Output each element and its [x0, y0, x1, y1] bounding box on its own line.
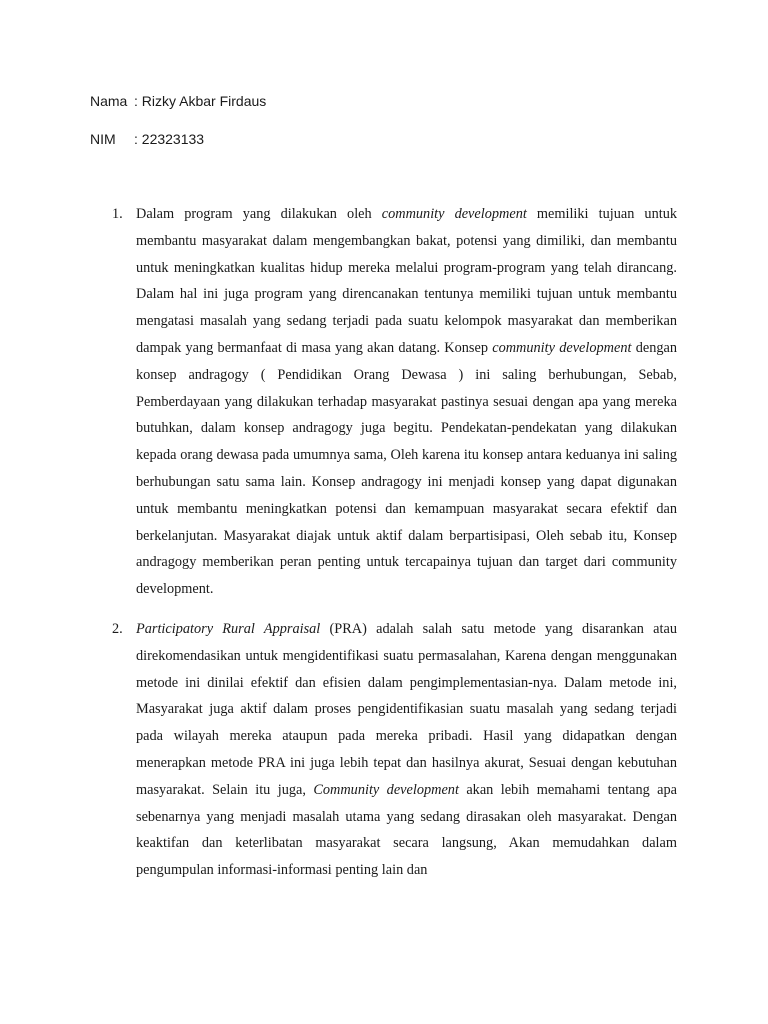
paragraph-text: Dalam program yang dilakukan oleh — [136, 206, 382, 222]
nim-line — [90, 130, 205, 148]
paragraph-text: (PRA) adalah salah satu metode yang disarankan atau direkomendasikan untuk mengidentifikasi suatu permasalahan, Karena dengan menggunakan metode ini dinilai efektif dan efisien dalam pengimplementasian-nya. Dalam metode ini, Masyarakat juga aktif dalam proses pengidentifikasian suatu masalah yang sedang terjadi pada wilayah mereka ataupun pada mereka pribadi. Hasil yang didapatkan dengan menerapkan metode PRA ini juga lebih tepat dan hasilnya akurat, Sesuai dengan kebutuhan masyarakat. Selain itu juga, — [136, 621, 677, 798]
name-line — [90, 92, 267, 110]
italic-term: Participatory Rural Appraisal — [136, 621, 321, 637]
italic-term: community development — [381, 206, 527, 222]
list-item-number: 2. — [112, 621, 123, 637]
italic-term: community development — [492, 339, 632, 356]
list-item-paragraph — [136, 201, 677, 603]
name-label: Nama — [90, 93, 128, 109]
list-item-1 — [112, 201, 678, 603]
nim-label: NIM — [90, 131, 116, 147]
nim-value: : 22323133 — [134, 131, 205, 147]
italic-term: Community development — [313, 781, 459, 798]
name-value: : Rizky Akbar Firdaus — [134, 93, 267, 109]
paragraph-text: dengan konsep andragogy ( Pendidikan Orang Dewasa ) ini saling berhubungan, Sebab, Pemberdayaan yang dilakukan terhadap masyarakat pastinya sesuai dengan apa yang mereka butuhkan, dalam konsep andragogy juga begitu. Pendekatan-pendekatan yang dilakukan kepada orang dewasa pada umumnya sama, Oleh karena itu konsep antara keduanya ini saling berhubungan satu sama lain. Konsep andragogy ini menjadi konsep yang dapat digunakan untuk membantu meningkatkan potensi dan kemampuan masyarakat secara efektif dan berkelanjutan. Masyarakat diajak untuk aktif dalam berpartisipasi, Oleh sebab itu, Konsep andragogy memberikan peran penting untuk tercapainya tujuan dan target dari community development. — [136, 339, 678, 598]
paragraph-text: akan lebih memahami tentang apa sebenarnya yang menjadi masalah utama yang sedang dirasakan oleh masyarakat. Dengan keaktifan dan keterlibatan masyarakat secara langsung, Akan memudahkan dalam pengumpulan informasi-informasi penting lain dan — [136, 781, 677, 879]
list-item-2 — [112, 616, 677, 884]
list-item-paragraph — [136, 616, 677, 884]
list-item-number: 1. — [112, 206, 123, 222]
paragraph-text: memiliki tujuan untuk membantu masyarakat dalam mengembangkan bakat, potensi yang dimiliki, dan membantu untuk meningkatkan kualitas hidup mereka melalui program-program yang telah dirancang. Dalam hal ini juga program yang direncanakan tentunya memiliki tujuan untuk membantu mengatasi masalah yang sedang terjadi pada suatu kelompok masyarakat dan memberikan dampak yang bermanfaat di masa yang akan datang. Konsep — [136, 206, 677, 356]
